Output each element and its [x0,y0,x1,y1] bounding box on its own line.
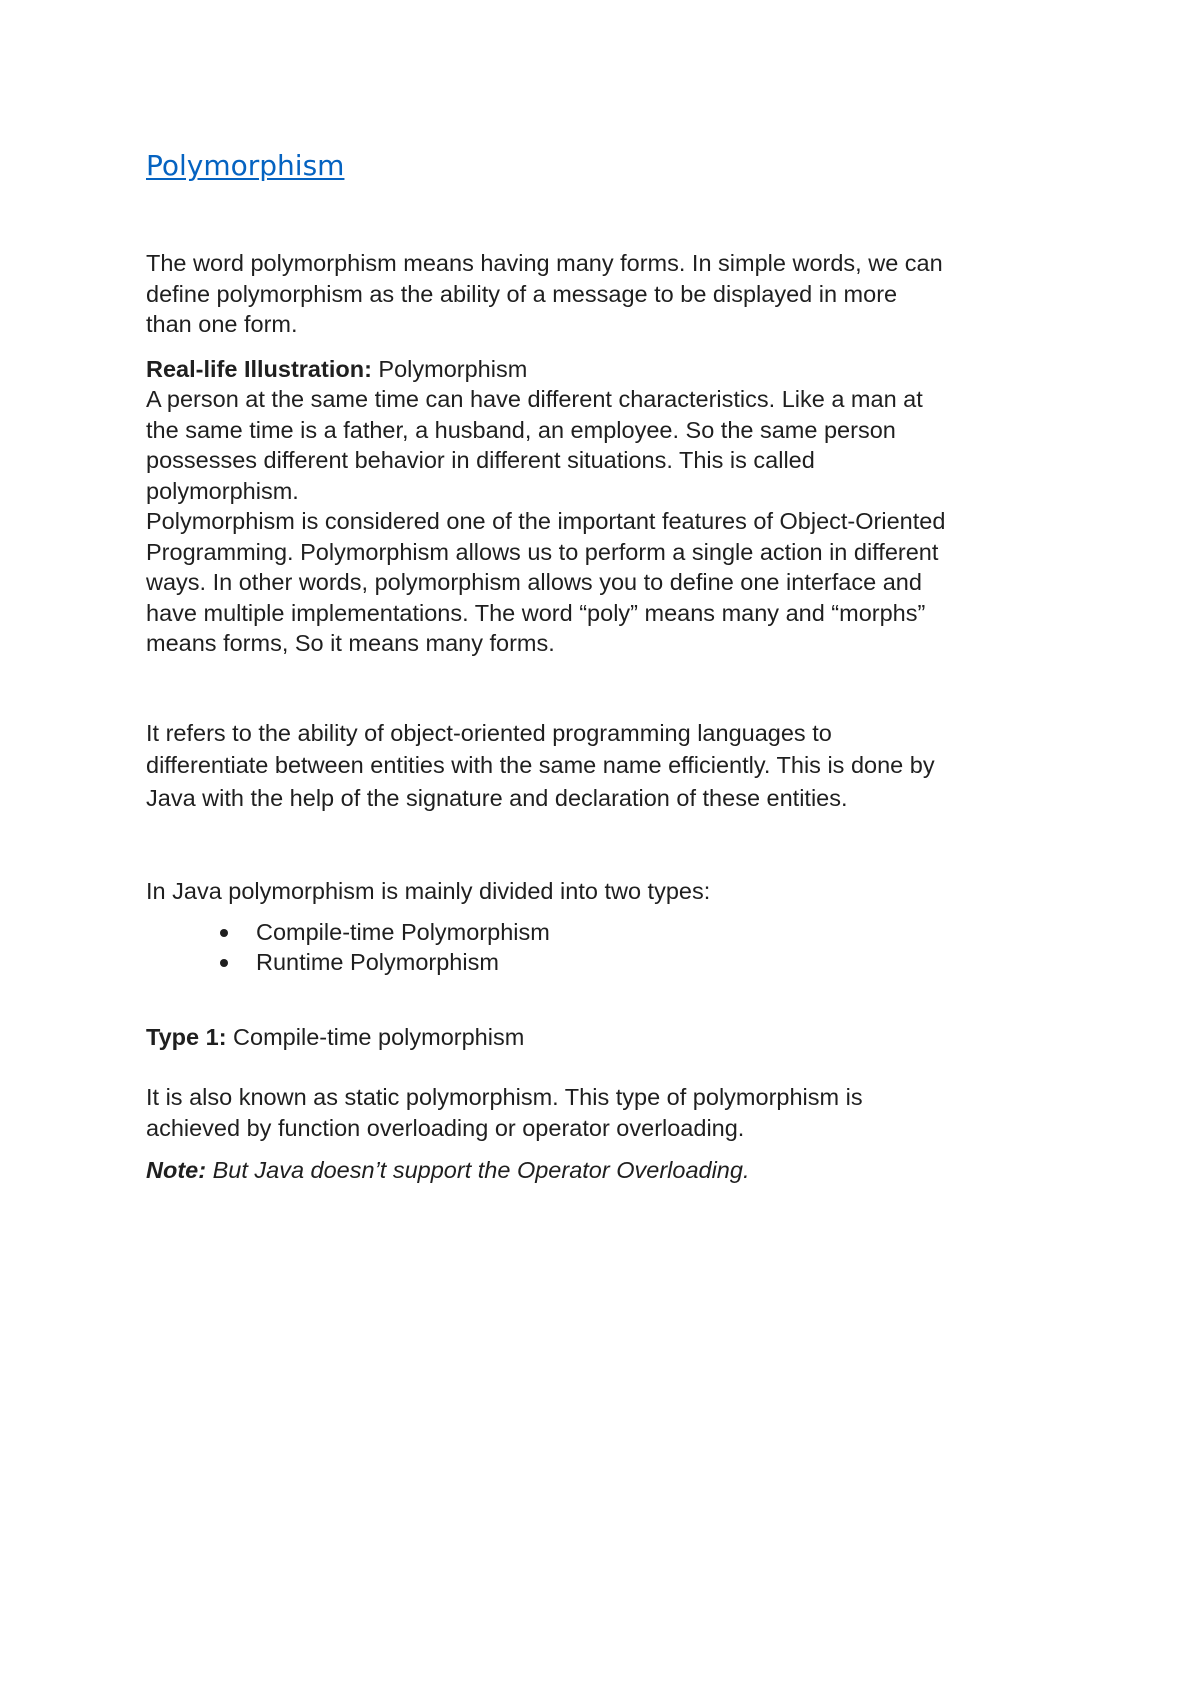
static-line: achieved by function overloading or operator overloading. [146,1114,745,1141]
bullet-icon [220,929,228,937]
illustration-line: Programming. Polymorphism allows us to perform a single action in different [146,538,939,565]
illustration-line: have multiple implementations. The word “poly” means many and “morphs” [146,599,926,626]
refers-line: It refers to the ability of object-oriented programming languages to [146,719,832,746]
intro-paragraph [146,248,1066,340]
type1-label: Type 1: [146,1023,227,1050]
note-label: Note: [146,1157,207,1183]
illustration-label: Real-life Illustration: [146,355,372,382]
types-intro: In Java polymorphism is mainly divided into two types: [146,878,711,904]
illustration-paragraph [146,354,1066,659]
intro-line: The word polymorphism means having many forms. In simple words, we can [146,250,943,276]
type1-heading [146,1022,1066,1053]
types-list [146,917,1066,978]
bullet-icon [220,959,228,967]
static-paragraph [146,1082,1066,1143]
page-title-link[interactable]: Polymorphism [146,149,345,182]
list-item-label: Compile-time Polymorphism [256,918,550,945]
illustration-line: Polymorphism is considered one of the important features of Object-Oriented [146,508,946,534]
note-text: But Java doesn’t support the Operator Overloading. [206,1157,750,1183]
list-item [146,947,1066,978]
intro-line: define polymorphism as the ability of a message to be displayed in more [146,280,898,307]
illustration-line: possesses different behavior in different situations. This is called [146,447,815,473]
illustration-line: means forms, So it means many forms. [146,630,555,656]
type1-value: Compile-time polymorphism [226,1023,525,1050]
refers-line: differentiate between entities with the same name efficiently. This is done by [146,752,935,778]
illustration-line: the same time is a father, a husband, an employee. So the same person [146,416,896,443]
document-content [146,148,1066,1186]
illustration-line: polymorphism. [146,477,299,504]
illustration-line: A person at the same time can have different characteristics. Like a man at [146,386,923,412]
refers-line: Java with the help of the signature and declaration of these entities. [146,784,848,811]
illustration-value: Polymorphism [371,355,528,382]
refers-paragraph [146,717,1066,815]
list-item-label: Runtime Polymorphism [256,949,499,975]
list-item [146,917,1066,948]
intro-line: than one form. [146,311,298,337]
static-line: It is also known as static polymorphism. This type of polymorphism is [146,1084,863,1110]
illustration-line: ways. In other words, polymorphism allows you to define one interface and [146,569,922,595]
note-paragraph [146,1155,1066,1186]
